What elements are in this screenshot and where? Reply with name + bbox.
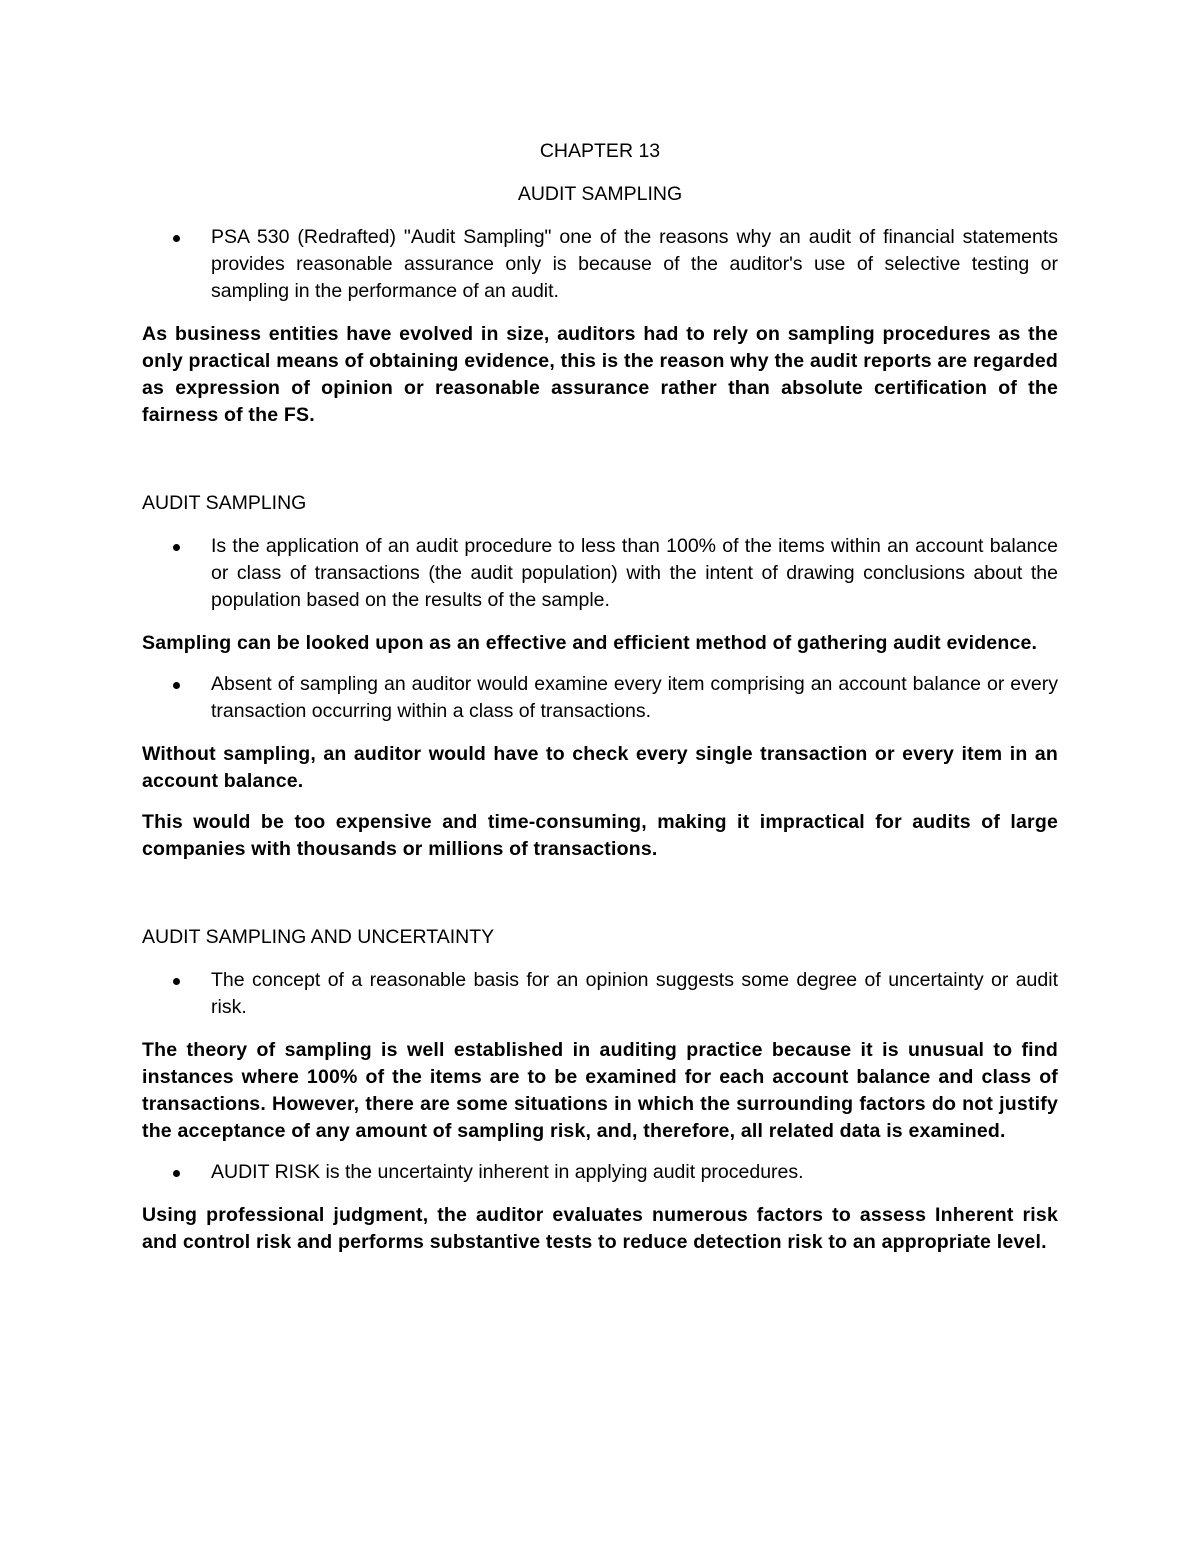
bullet-icon bbox=[173, 544, 180, 551]
bullet-item bbox=[142, 533, 1058, 614]
bold-paragraph: Without sampling, an auditor would have to check every single transaction or every item in an account balance. bbox=[142, 743, 1058, 792]
bullet-item bbox=[142, 224, 1058, 305]
document-title: AUDIT SAMPLING bbox=[517, 183, 683, 205]
bullet-item bbox=[142, 1159, 1058, 1186]
bullet-text: Is the application of an audit procedure to less than 100% of the items within an account balance or class of transactions (the audit population) with the intent of drawing conclusions about the population based on the results of the sample. bbox=[211, 535, 1058, 611]
bullet-icon bbox=[173, 682, 180, 689]
document-page bbox=[142, 138, 1058, 1270]
bold-paragraph: The theory of sampling is well established in auditing practice because it is unusual to find instances where 100% of the items are to be examined for each account balance and class of transactions. However, there are some situations in which the surrounding factors do not justify the acceptance of any amount of sampling risk, and, therefore, all related data is examined. bbox=[142, 1039, 1058, 1142]
bullet-item bbox=[142, 967, 1058, 1021]
bold-paragraph: As business entities have evolved in size, auditors had to rely on sampling procedures as the only practical means of obtaining evidence, this is the reason why the audit reports are regarded as expression of opinion or reasonable assurance rather than absolute certification of the fairness of the FS. bbox=[142, 323, 1058, 426]
bullet-item bbox=[142, 671, 1058, 725]
bold-paragraph: Sampling can be looked upon as an effective and efficient method of gathering audit evidence. bbox=[142, 632, 1038, 654]
bullet-icon bbox=[173, 235, 180, 242]
bullet-text: Absent of sampling an auditor would examine every item comprising an account balance or every transaction occurring within a class of transactions. bbox=[211, 673, 1058, 722]
bullet-icon bbox=[173, 1170, 180, 1177]
bullet-icon bbox=[173, 978, 180, 985]
bullet-text: The concept of a reasonable basis for an opinion suggests some degree of uncertainty or audit risk. bbox=[211, 969, 1058, 1018]
section-heading-uncertainty: AUDIT SAMPLING AND UNCERTAINTY bbox=[142, 926, 495, 948]
bold-paragraph: This would be too expensive and time-consuming, making it impractical for audits of large companies with thousands or millions of transactions. bbox=[142, 811, 1058, 860]
chapter-title: CHAPTER 13 bbox=[539, 140, 661, 162]
bullet-text: AUDIT RISK is the uncertainty inherent in applying audit procedures. bbox=[211, 1161, 804, 1183]
bold-paragraph: Using professional judgment, the auditor evaluates numerous factors to assess Inherent risk and control risk and performs substantive tests to reduce detection risk to an appropriate level. bbox=[142, 1204, 1058, 1253]
section-heading-audit-sampling: AUDIT SAMPLING bbox=[142, 492, 307, 514]
bullet-text: PSA 530 (Redrafted) "Audit Sampling" one of the reasons why an audit of financial statements provides reasonable assurance only is because of the auditor's use of selective testing or sampling in the performance of an audit. bbox=[211, 226, 1058, 302]
